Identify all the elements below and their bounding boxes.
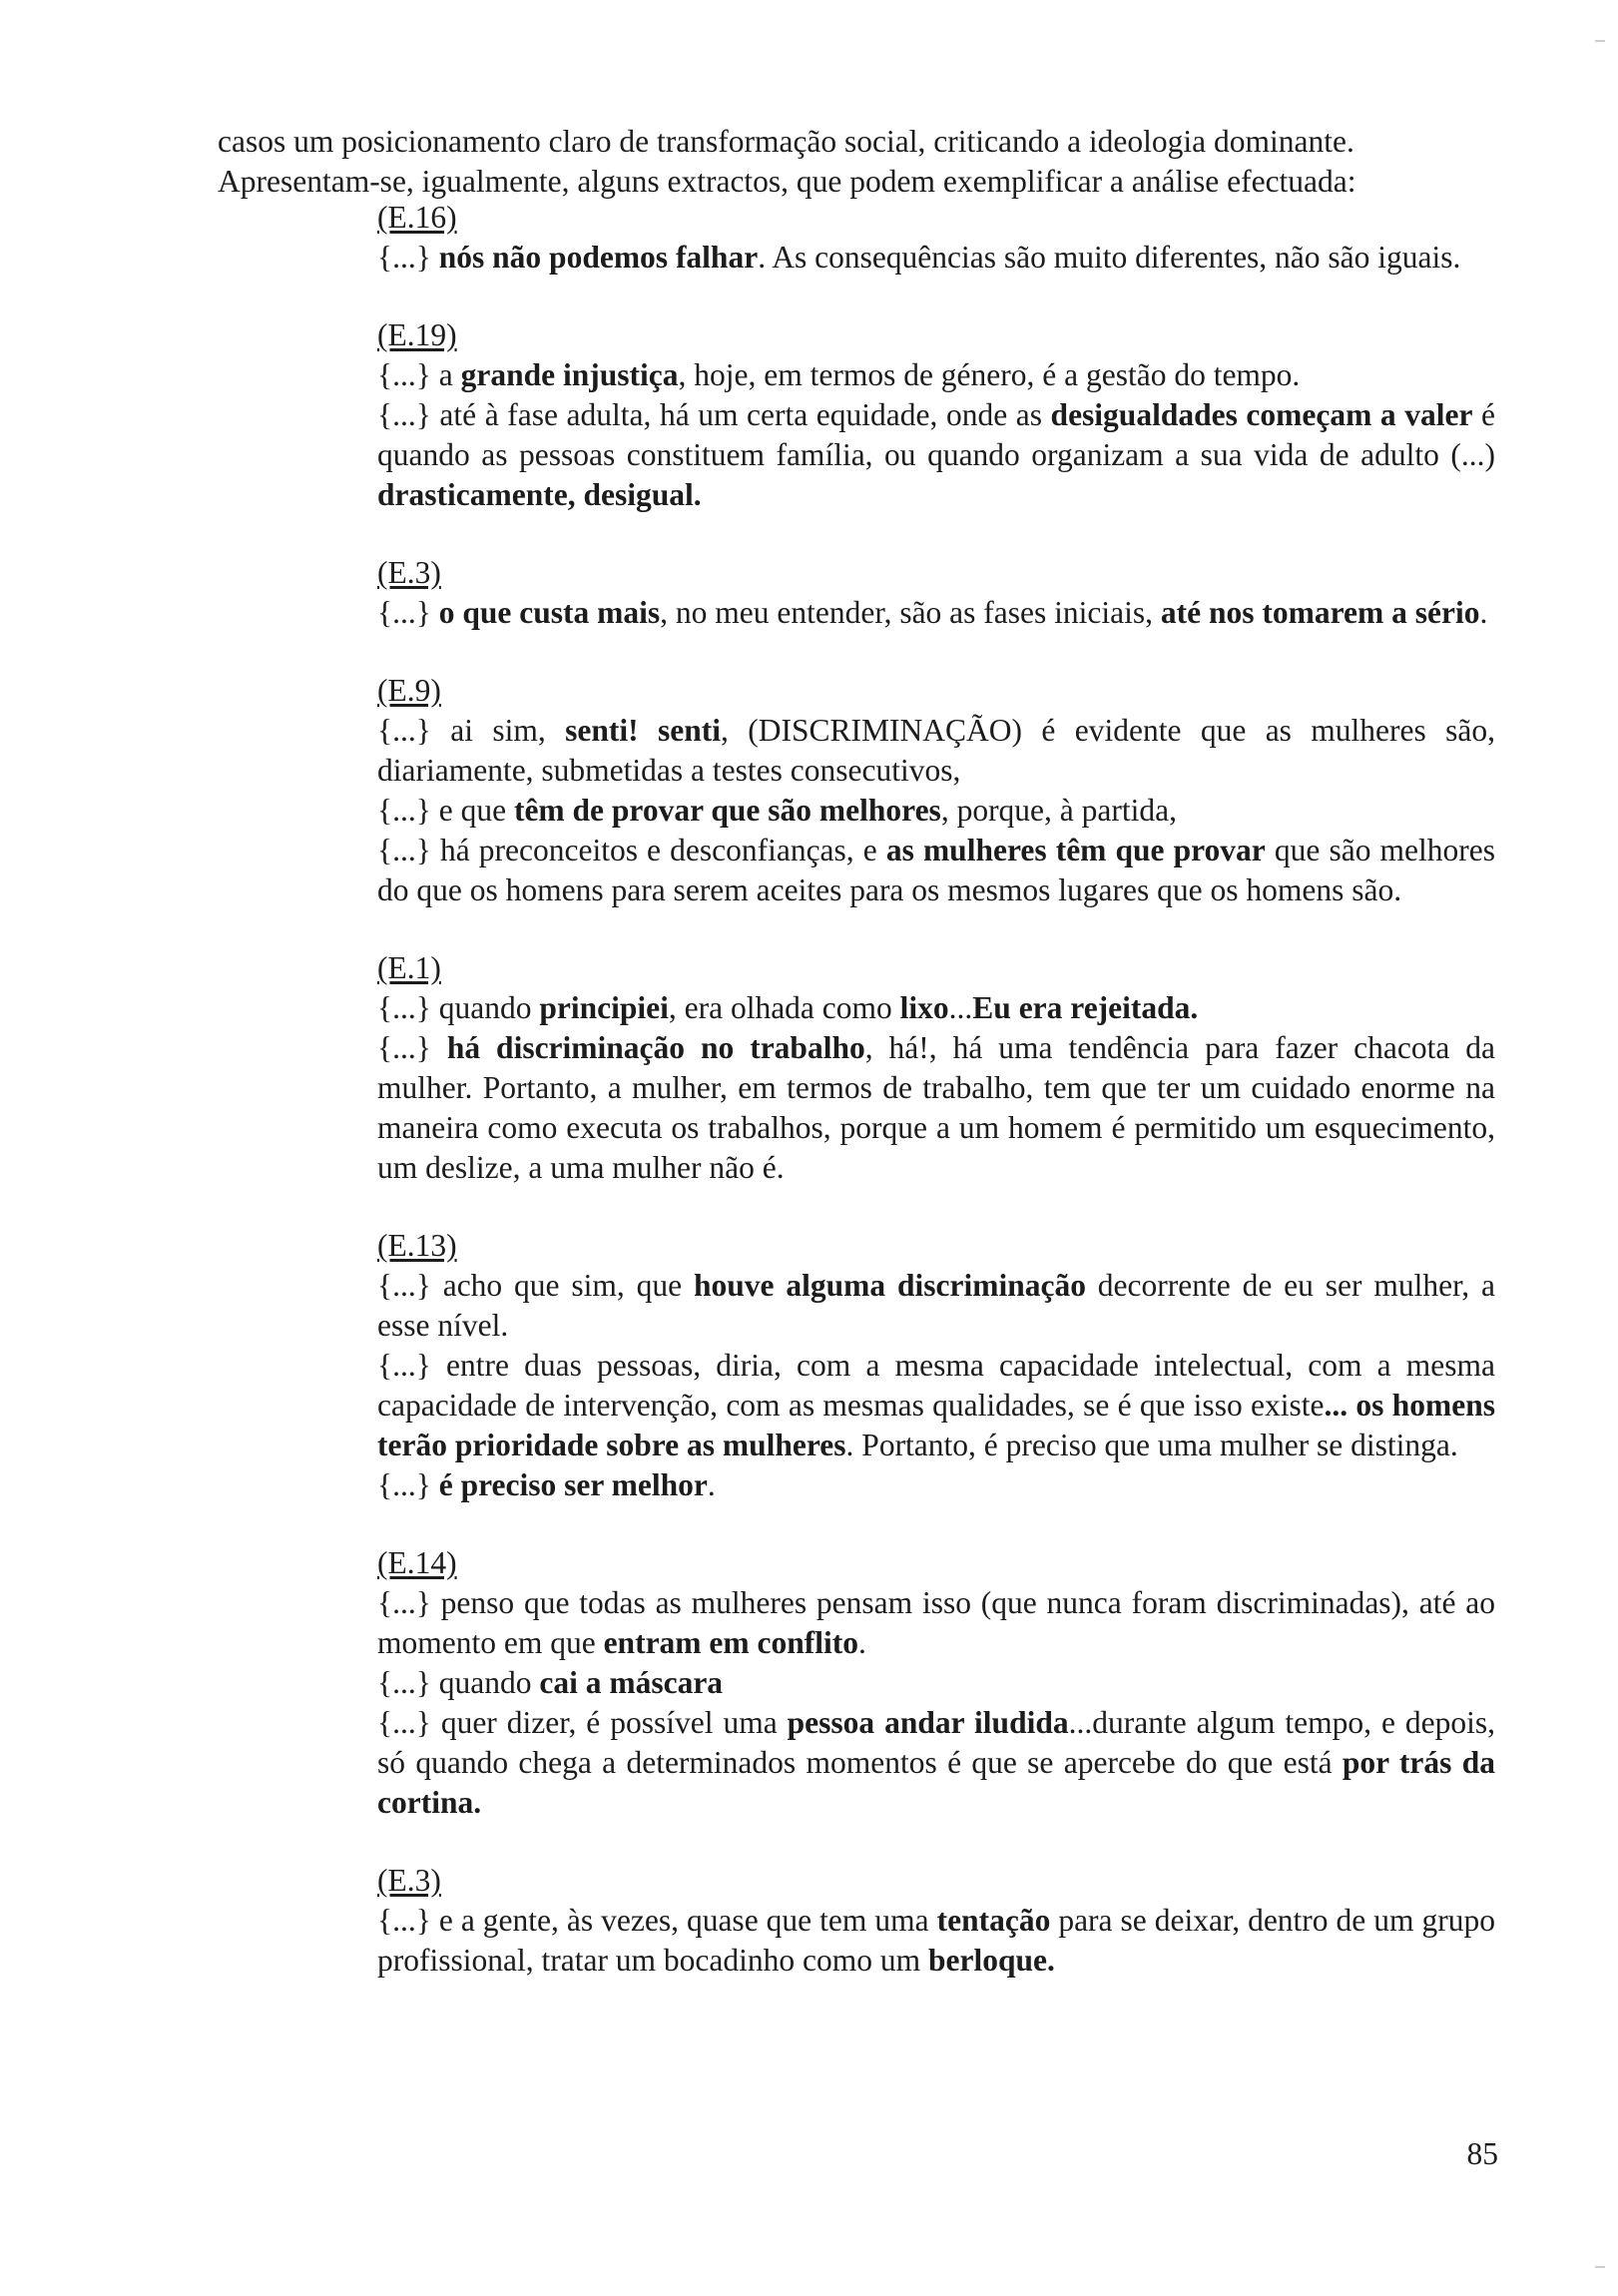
excerpt-reference: (E.13) [377,1228,457,1263]
text-run: {...} [377,1030,447,1065]
excerpt-reference: (E.14) [377,1545,457,1580]
text-run: {...} e que [377,793,514,828]
text-run: {...} [377,240,439,275]
text-run: ...durante algum tempo, e depois, só quando chega a determinados momentos é que se apercebe do que está [377,1705,1495,1780]
text-run: para se deixar, dentro de um grupo profissional, tratar um bocadinho como um [377,1903,1495,1978]
emphasized-text: grande injustiça [460,357,679,392]
text-run [639,713,658,748]
excerpt-paragraph [377,395,1495,515]
excerpt-paragraph [377,1346,1495,1465]
excerpt-paragraph [377,791,1495,831]
emphasized-text: entram em conflito [603,1625,858,1660]
excerpt-reference: (E.3) [377,1863,441,1898]
excerpt-block [377,1226,1495,1505]
emphasized-text: desigualdades começam a valer [1050,397,1473,432]
text-run: {...} [377,1467,439,1502]
excerpt-paragraph [377,1663,1495,1703]
excerpt-paragraph [377,1465,1495,1505]
emphasized-text: tentação [936,1903,1051,1938]
text-run: que são melhores do que os homens para serem aceites para os mesmos lugares que os homens são. [377,833,1495,907]
excerpt-block [377,1861,1495,1981]
text-run: {...} até à fase adulta, há um certa equidade, onde as [377,397,1051,432]
text-run: , porque, à partida, [940,793,1177,828]
text-run: {...} e a gente, às vezes, quase que tem uma [377,1903,937,1938]
excerpt-paragraph [377,988,1495,1028]
text-run: {...} a [377,357,461,392]
text-run: decorrente de eu ser mulher, a esse nível. [377,1268,1496,1343]
scan-edge-mark [1595,40,1605,42]
intro-paragraph [218,122,1495,202]
text-run: . [1479,595,1488,630]
emphasized-text: senti [658,713,722,748]
excerpt-paragraph [377,831,1495,910]
emphasized-text: drasticamente, desigual. [377,477,702,512]
emphasized-text: há discriminação no trabalho [446,1030,865,1065]
emphasized-text: nós não podemos falhar [438,240,759,275]
text-run: , hoje, em termos de género, é a gestão do tempo. [678,357,1301,392]
text-run: {...} ai sim, [377,713,566,748]
intro-line: casos um posicionamento claro de transformação social, criticando a ideologia dominante. [218,124,1354,159]
emphasized-text: é preciso ser melhor [438,1467,708,1502]
emphasized-text: cai a máscara [539,1665,724,1700]
excerpt-reference: (E.16) [377,200,457,235]
excerpt-paragraph [377,1703,1495,1823]
text-run: {...} quando [377,1665,540,1700]
text-run: {...} quer dizer, é possível uma [377,1705,788,1740]
excerpt-reference: (E.1) [377,950,441,985]
excerpt-block [377,553,1495,633]
emphasized-text: Eu era rejeitada. [972,990,1199,1025]
text-run: {...} acho que sim, que [377,1268,694,1303]
emphasized-text: principiei [539,990,669,1025]
excerpt-paragraph [377,1028,1495,1188]
emphasized-text: as mulheres têm que provar [885,833,1266,867]
text-run: , (DISCRIMINAÇÃO) é evidente que as mulheres são, diariamente, submetidas a testes consecutivos, [377,713,1496,788]
interview-excerpts [377,198,1495,2018]
text-run: . [707,1467,716,1502]
text-run: , era olhada como [668,990,900,1025]
scan-edge-mark [1595,2266,1605,2268]
excerpt-block [377,671,1495,910]
excerpt-block [377,198,1495,278]
page-number: 85 [1466,2136,1498,2171]
emphasized-text: ... os homens terão prioridade sobre as mulheres [377,1388,1495,1462]
emphasized-text: houve alguma discriminação [693,1268,1086,1303]
text-run: , há!, há uma tendência para fazer chacota da mulher. Portanto, a mulher, em termos de trabalho, tem que ter um cuidado enorme na maneira como executa os trabalhos, porque a um homem é permitido um esquecimento, um deslize, a uma mulher não é. [377,1030,1495,1185]
text-run: {...} entre duas pessoas, diria, com a mesma capacidade intelectual, com a mesma capacidade de intervenção, com as mesmas qualidades, se é que isso existe [377,1348,1495,1423]
text-run: . Portanto, é preciso que uma mulher se distinga. [845,1428,1458,1462]
text-run: ... [948,990,973,1025]
text-run: {...} quando [377,990,540,1025]
emphasized-text: pessoa andar iludida [787,1705,1069,1740]
emphasized-text: têm de provar que são melhores [513,793,941,828]
text-run: {...} [377,595,439,630]
emphasized-text: o que custa mais [438,595,661,630]
text-run: . As consequências são muito diferentes, não são iguais. [758,240,1461,275]
text-run: é quando as pessoas constituem família, ou quando organizam a sua vida de adulto (...) [377,397,1496,472]
emphasized-text: senti! [565,713,639,748]
emphasized-text: lixo [899,990,949,1025]
excerpt-reference: (E.19) [377,317,457,352]
excerpt-reference: (E.3) [377,555,441,590]
excerpt-block [377,315,1495,515]
text-run: , no meu entender, são as fases iniciais, [660,595,1161,630]
text-run: . [858,1625,866,1660]
excerpt-paragraph [377,1901,1495,1981]
emphasized-text: por trás da cortina. [377,1745,1495,1820]
emphasized-text: até nos tomarem a sério [1160,595,1480,630]
excerpt-paragraph [377,238,1495,278]
text-run: {...} penso que todas as mulheres pensam isso (que nunca foram discriminadas), até ao momento em que [377,1585,1495,1660]
excerpt-paragraph [377,711,1495,791]
excerpt-paragraph [377,1583,1495,1663]
intro-line: Apresentam-se, igualmente, alguns extractos, que podem exemplificar a análise efectuada: [218,164,1356,199]
excerpt-block [377,1543,1495,1823]
excerpt-paragraph [377,593,1495,633]
excerpt-paragraph [377,355,1495,395]
emphasized-text: berloque. [928,1943,1055,1978]
excerpt-block [377,948,1495,1188]
excerpt-paragraph [377,1266,1495,1346]
text-run: {...} há preconceitos e desconfianças, e [377,833,886,867]
excerpt-reference: (E.9) [377,673,441,708]
